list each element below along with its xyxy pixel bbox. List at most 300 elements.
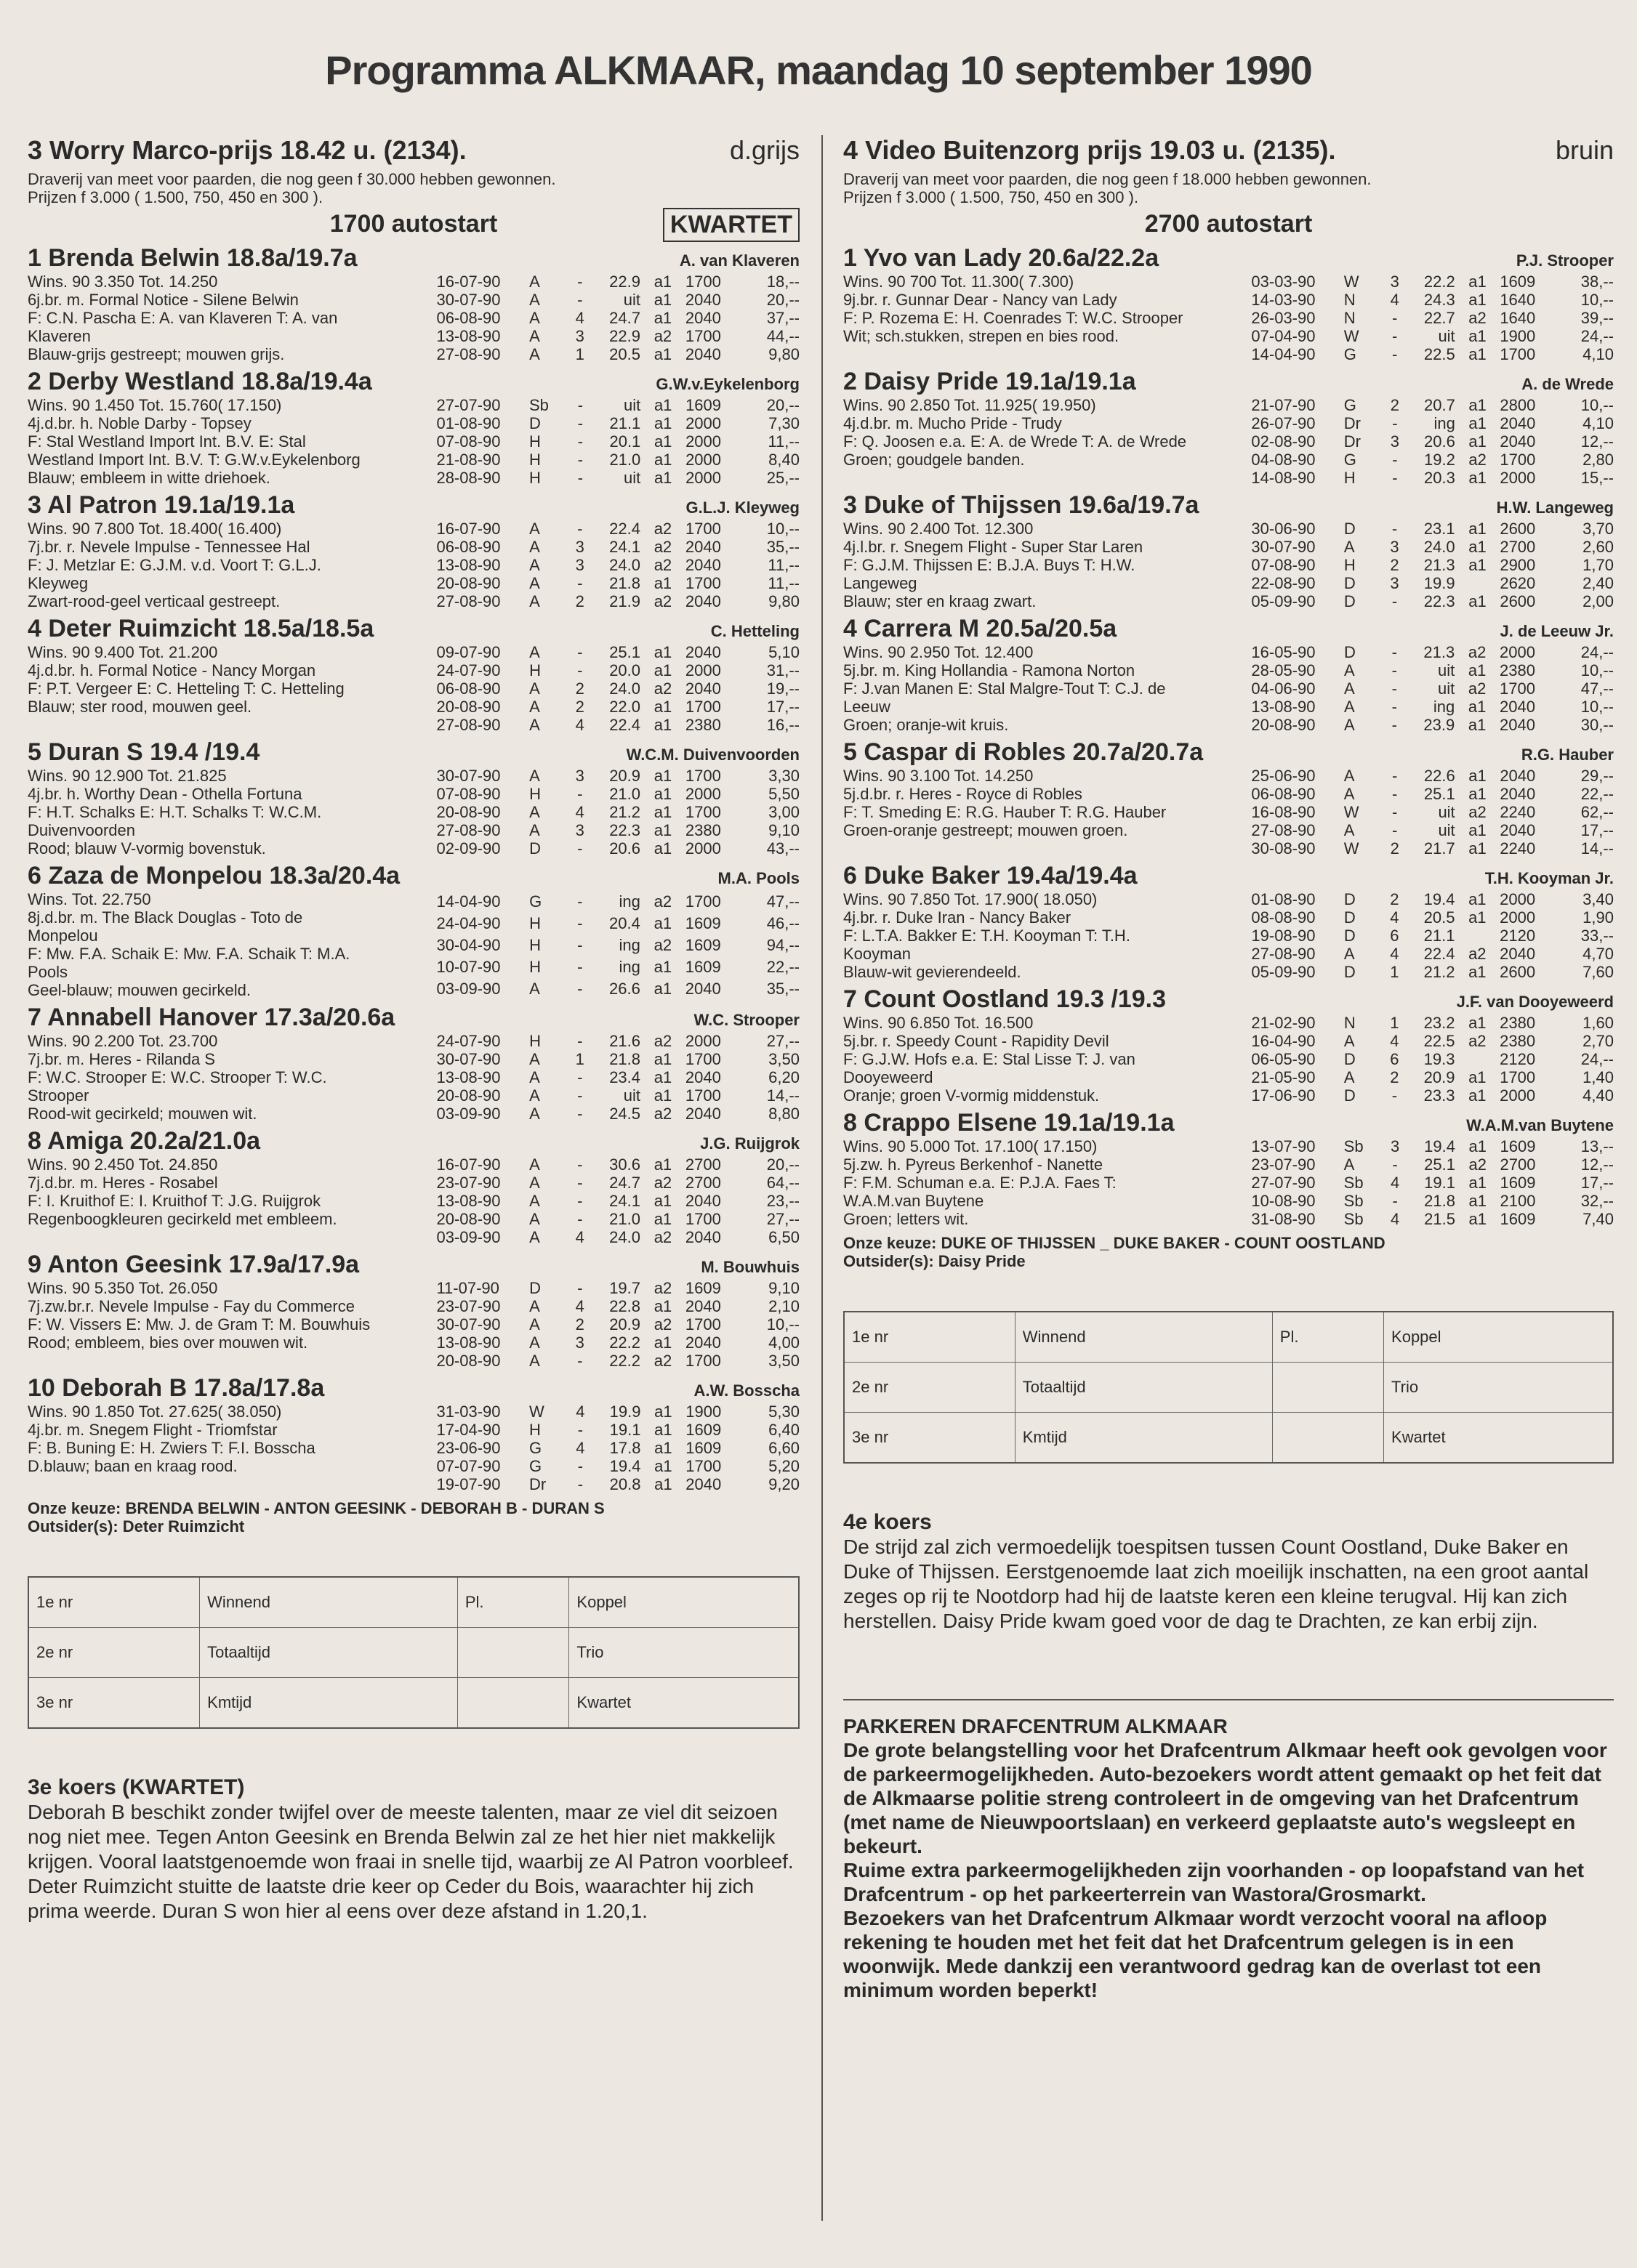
result-track: A	[529, 821, 540, 839]
horse-entry	[843, 368, 1614, 487]
result-class: a1	[1468, 908, 1487, 927]
result-date: 24-07-90	[436, 1032, 501, 1050]
horse-body	[843, 520, 1614, 610]
result-place: -	[577, 1105, 583, 1123]
result-date: 20-08-90	[436, 1352, 501, 1370]
result-odds: 9,20	[768, 1475, 800, 1493]
result-odds: 27,--	[766, 1032, 800, 1050]
result-distance: 1700	[1500, 1068, 1536, 1086]
result-class: a1	[653, 1333, 672, 1352]
results-table	[1251, 767, 1614, 857]
horse-info-line: Wins. 90 1.850 Tot. 27.625( 38.050)	[28, 1403, 282, 1421]
horse-entry	[843, 244, 1614, 363]
result-place: -	[1392, 414, 1398, 432]
result-row	[436, 1352, 800, 1370]
result-place: 2	[1390, 839, 1399, 857]
result-track: D	[1343, 908, 1356, 927]
result-class: a2	[653, 1279, 672, 1297]
result-date: 13-08-90	[436, 1333, 501, 1352]
result-date: 10-07-90	[436, 957, 501, 976]
result-distance: 2700	[1500, 1155, 1536, 1174]
result-time: 17.8	[609, 1439, 641, 1457]
keuze-line: Onze keuze: DUKE OF THIJSSEN _ DUKE BAKER - COUNT OOSTLAND	[843, 1234, 1385, 1252]
result-track: A	[1343, 538, 1355, 556]
result-date: 30-07-90	[1251, 538, 1316, 556]
result-place: 4	[1390, 1174, 1400, 1192]
result-odds: 27,--	[766, 1210, 800, 1228]
result-distance: 2040	[685, 556, 721, 574]
commentary-text: De strijd zal zich vermoedelijk toespitsen tussen Count Oostland, Duke Baker en Duke of Thijssen. Eerstgenoemde laat zich moeilijk inschatten, na een groot aantal zeges op rij te Nootdorp had hij de laatste keren een kleine terugval. Hij kan zich herstellen. Daisy Pride kwam goed voor de dag te Drachten, ze kan erbij zijn.	[843, 1535, 1589, 1632]
horse-trainer: H.W. Langeweg	[1496, 499, 1614, 517]
horse-info	[28, 643, 436, 734]
result-track: Sb	[1343, 1192, 1364, 1210]
result-track: D	[1343, 1086, 1356, 1105]
result-class: a1	[654, 1421, 672, 1439]
result-track: A	[529, 1105, 540, 1123]
result-odds: 47,--	[766, 892, 800, 911]
result-track: A	[1343, 1155, 1355, 1174]
result-class: a2	[653, 556, 672, 574]
result-distance: 2040	[1500, 821, 1536, 839]
result-class: a2	[653, 1228, 672, 1246]
result-place: 3	[1390, 273, 1399, 291]
result-class: a2	[1468, 1155, 1487, 1174]
result-date: 03-03-90	[1251, 273, 1316, 291]
result-date: 30-07-90	[436, 291, 501, 309]
result-track: N	[1343, 291, 1356, 309]
result-class: a1	[1468, 1174, 1487, 1192]
result-distance: 2600	[1500, 592, 1536, 610]
result-track: D	[529, 839, 541, 857]
result-odds: 94,--	[766, 935, 800, 954]
result-distance: 1700	[1500, 345, 1536, 363]
result-time: 24.7	[609, 1174, 640, 1192]
result-odds: 6,50	[768, 1228, 800, 1246]
result-row	[1251, 345, 1614, 363]
result-track: G	[529, 892, 542, 911]
result-date: 04-08-90	[1251, 451, 1316, 469]
result-track: A	[529, 520, 540, 538]
result-row	[436, 1297, 800, 1315]
result-distance: 2000	[685, 432, 722, 451]
horse-header	[843, 985, 1614, 1014]
result-distance: 2000	[1500, 469, 1536, 487]
result-distance: 2700	[685, 1174, 721, 1192]
result-row	[436, 592, 800, 610]
horse-body	[843, 273, 1614, 363]
result-distance: 2040	[685, 1105, 721, 1123]
result-place: -	[577, 839, 583, 857]
result-date: 31-03-90	[436, 1403, 501, 1421]
horse-info	[843, 890, 1251, 981]
horse-trainer: J. de Leeuw Jr.	[1500, 622, 1614, 640]
result-class: a2	[653, 1032, 672, 1050]
horse-trainer: W.C.M. Duivenvoorden	[626, 746, 800, 764]
score-table	[843, 1311, 1614, 1464]
result-odds: 13,--	[1580, 1137, 1614, 1155]
result-distance: 1609	[685, 913, 721, 932]
result-odds: 43,--	[766, 839, 800, 857]
score-cell: Trio	[569, 1628, 799, 1678]
result-class: a1	[653, 643, 672, 661]
right-column	[843, 135, 1614, 2002]
result-row	[436, 1155, 800, 1174]
result-odds: 7,60	[1582, 963, 1614, 981]
race-conditions	[28, 170, 800, 206]
result-class: a1	[654, 1457, 672, 1475]
result-date: 08-08-90	[1251, 908, 1316, 927]
result-place: -	[1391, 592, 1398, 610]
horse-entry	[28, 244, 800, 363]
result-odds: 14,--	[1580, 839, 1614, 857]
result-time: 20.5	[1423, 908, 1455, 927]
result-class: a1	[653, 414, 672, 432]
result-class: a1	[653, 716, 672, 734]
result-distance: 2000	[1500, 1086, 1536, 1105]
result-class: a1	[1468, 520, 1487, 538]
result-place: -	[577, 979, 583, 998]
result-place: 4	[1390, 1210, 1400, 1228]
result-distance: 1609	[685, 1439, 722, 1457]
result-place: -	[577, 451, 584, 469]
result-track: W	[1343, 327, 1359, 345]
result-odds: 24,--	[1580, 1050, 1614, 1068]
result-row	[436, 1421, 800, 1439]
result-distance: 1700	[685, 698, 721, 716]
result-class: a2	[653, 538, 672, 556]
result-track: A	[529, 1352, 540, 1370]
result-track: A	[1343, 945, 1355, 963]
onze-keuze	[28, 1499, 800, 1535]
result-time: 24.1	[609, 1192, 640, 1210]
result-row	[436, 273, 800, 291]
result-class: a1	[1468, 396, 1487, 414]
result-place: 6	[1390, 1050, 1399, 1068]
result-place: -	[577, 661, 583, 679]
score-cell: Kmtijd	[200, 1678, 458, 1729]
result-track: A	[529, 1297, 540, 1315]
result-date: 07-07-90	[436, 1457, 501, 1475]
result-distance: 1609	[1500, 1137, 1536, 1155]
result-row	[1251, 538, 1614, 556]
result-date: 13-08-90	[436, 327, 501, 345]
result-time: 20.5	[609, 345, 640, 363]
result-row	[1251, 679, 1614, 698]
result-time: 22.3	[609, 821, 641, 839]
horse-header	[28, 615, 800, 643]
result-track: A	[529, 1086, 540, 1105]
result-distance: 2040	[685, 643, 721, 661]
result-place: 3	[575, 538, 584, 556]
result-time: 19.9	[609, 1403, 641, 1421]
horse-info	[28, 1403, 436, 1493]
result-row	[1251, 716, 1614, 734]
result-distance: 1700	[685, 574, 721, 592]
result-date: 20-08-90	[436, 1210, 501, 1228]
result-class: a1	[653, 803, 672, 821]
result-class: a2	[653, 1105, 672, 1123]
score-cell: Kwartet	[569, 1678, 799, 1729]
horse-info	[843, 767, 1251, 857]
result-row	[1251, 414, 1614, 432]
result-track: A	[529, 979, 540, 998]
horse-trainer: A. van Klaveren	[679, 251, 800, 270]
horse-name: 6 Zaza de Monpelou 18.3a/20.4a	[28, 862, 401, 889]
result-distance: 2380	[1500, 661, 1535, 679]
score-cell: 2e nr	[844, 1363, 1015, 1413]
result-odds: 20,--	[766, 291, 800, 309]
result-distance: 2800	[1500, 396, 1536, 414]
result-time: ing	[619, 935, 640, 954]
result-row	[436, 1457, 800, 1475]
result-time: ing	[1433, 698, 1455, 716]
result-time: 21.8	[1424, 1192, 1455, 1210]
result-distance: 2040	[1500, 432, 1536, 451]
result-odds: 6,40	[768, 1421, 800, 1439]
horse-name: 7 Annabell Hanover 17.3a/20.6a	[28, 1004, 395, 1031]
result-distance: 1700	[685, 767, 721, 785]
result-date: 11-07-90	[436, 1279, 499, 1297]
horse-entry	[28, 368, 800, 487]
horse-trainer: G.L.J. Kleyweg	[685, 499, 800, 517]
result-distance: 2040	[685, 1297, 721, 1315]
horse-info-line: F: P.T. Vergeer E: C. Hetteling T: C. Hetteling	[28, 679, 345, 698]
result-time: uit	[1437, 679, 1455, 698]
result-class: a1	[653, 469, 672, 487]
result-time: 22.2	[1423, 273, 1455, 291]
horse-info-line: F: C.N. Pascha E: A. van Klaveren T: A. van	[28, 309, 338, 327]
result-track: Dr	[1343, 432, 1361, 451]
horse-header	[28, 1127, 800, 1155]
result-time: 20.9	[1423, 1068, 1455, 1086]
left-column	[28, 135, 800, 1924]
horse-name: 2 Daisy Pride 19.1a/19.1a	[843, 368, 1136, 395]
score-cell: Koppel	[1384, 1312, 1613, 1363]
result-track: H	[528, 432, 541, 451]
result-odds: 31,--	[766, 661, 800, 679]
result-track: A	[529, 556, 540, 574]
result-distance: 2040	[685, 1228, 721, 1246]
parking-paragraph: Bezoekers van het Drafcentrum Alkmaar wordt verzocht vooral na afloop rekening te houden met het feit dat het Drafcentrum gelegen is in een woonwijk. Mede dankzij een verantwoord gedrag kan de overlast tot een minimum worden beperkt!	[843, 1907, 1548, 2001]
race-condition-line: Prijzen f 3.000 ( 1.500, 750, 450 en 300 ).	[843, 188, 1139, 206]
keuze-line: Onze keuze: BRENDA BELWIN - ANTON GEESINK - DEBORAH B - DURAN S	[28, 1499, 605, 1517]
result-place: 2	[1390, 890, 1399, 908]
result-row	[436, 839, 800, 857]
result-class: a1	[653, 432, 672, 451]
result-date: 27-08-90	[1251, 945, 1316, 963]
result-row	[436, 1210, 800, 1228]
result-class	[1455, 1050, 1500, 1068]
result-place: 3	[1390, 574, 1399, 592]
horse-entry	[28, 491, 800, 610]
result-class: a1	[1468, 291, 1487, 309]
result-time: 20.3	[1423, 469, 1455, 487]
result-row	[436, 1228, 800, 1246]
horse-info	[28, 1032, 436, 1123]
horse-info-line: F: Q. Joosen e.a. E: A. de Wrede T: A. de Wrede	[843, 432, 1187, 451]
horse-body	[28, 643, 800, 734]
horse-info-line: Kooyman	[843, 945, 911, 963]
result-track: H	[529, 935, 542, 954]
race-conditions	[843, 170, 1614, 206]
horse-trainer: W.C. Strooper	[693, 1011, 800, 1029]
result-place: -	[577, 1174, 583, 1192]
result-time: 22.7	[1423, 309, 1455, 327]
result-track: A	[529, 1174, 540, 1192]
result-time: 21.3	[1423, 643, 1455, 661]
result-row	[436, 643, 800, 661]
result-time: 23.2	[1423, 1014, 1455, 1032]
result-date: 03-09-90	[436, 1228, 501, 1246]
result-place: 4	[1390, 1032, 1399, 1050]
result-odds: 64,--	[766, 1174, 800, 1192]
horse-header	[843, 862, 1614, 890]
result-time: 26.6	[609, 979, 640, 998]
result-place: -	[1392, 1155, 1398, 1174]
result-row	[1251, 1050, 1614, 1068]
result-odds: 7,30	[768, 414, 800, 432]
result-date: 05-09-90	[1251, 592, 1316, 610]
result-track: A	[1343, 785, 1355, 803]
result-class: a1	[653, 1210, 672, 1228]
result-class	[1455, 927, 1500, 945]
result-odds: 10,--	[766, 1315, 800, 1333]
result-odds: 47,--	[1580, 679, 1614, 698]
result-track: D	[528, 414, 541, 432]
result-place: 2	[575, 698, 584, 716]
result-class: a1	[654, 1475, 672, 1493]
result-date: 13-07-90	[1251, 1137, 1316, 1155]
result-time: uit	[623, 1086, 641, 1105]
result-distance: 1640	[1500, 291, 1536, 309]
result-row	[1251, 821, 1614, 839]
result-track: A	[1343, 698, 1355, 716]
horse-entry	[843, 862, 1614, 981]
score-cell: Koppel	[569, 1577, 799, 1628]
results-table	[436, 520, 800, 610]
result-time: 21.3	[1423, 556, 1455, 574]
result-class: a2	[1468, 945, 1487, 963]
result-odds: 22,--	[766, 957, 800, 976]
horse-body	[28, 1403, 800, 1493]
result-distance: 1700	[1500, 451, 1536, 469]
horse-entry	[28, 1251, 800, 1370]
result-track: G	[1343, 345, 1356, 363]
horse-list	[28, 244, 800, 1493]
result-odds: 17,--	[1580, 821, 1614, 839]
score-cell	[1272, 1363, 1383, 1413]
result-odds: 35,--	[766, 538, 800, 556]
result-date: 17-04-90	[436, 1421, 501, 1439]
result-place: -	[577, 1210, 583, 1228]
result-time: 21.6	[609, 1032, 641, 1050]
result-distance: 2120	[1500, 927, 1536, 945]
result-distance: 1700	[685, 1210, 721, 1228]
result-distance: 1609	[1500, 1174, 1536, 1192]
result-odds: 6,20	[768, 1068, 800, 1086]
result-time: ing	[1433, 414, 1455, 432]
result-time: 23.1	[1423, 520, 1455, 538]
result-distance: 1700	[685, 327, 721, 345]
score-row	[844, 1363, 1613, 1413]
horse-list	[843, 244, 1614, 1228]
horse-info	[843, 1014, 1251, 1105]
horse-info-line: 7j.d.br. m. Heres - Rosabel	[28, 1174, 218, 1192]
result-date: 02-09-90	[436, 839, 501, 857]
result-odds: 29,--	[1580, 767, 1614, 785]
result-date: 23-06-90	[436, 1439, 501, 1457]
horse-info-line: 4j.d.br. h. Formal Notice - Nancy Morgan	[28, 661, 316, 679]
horse-info-line: Monpelou	[28, 927, 98, 945]
parking-text	[843, 1738, 1614, 2002]
horse-info-line: 7j.zw.br.r. Nevele Impulse - Fay du Commerce	[28, 1297, 355, 1315]
result-row	[1251, 661, 1614, 679]
horse-info-line: Wins. 90 9.400 Tot. 21.200	[28, 643, 218, 661]
horse-body	[843, 890, 1614, 981]
result-time: ing	[619, 892, 640, 911]
result-date: 27-08-90	[436, 345, 501, 363]
result-odds: 12,--	[1580, 1155, 1614, 1174]
horse-body	[28, 1155, 800, 1246]
result-distance: 2900	[1500, 556, 1536, 574]
score-cell: Totaaltijd	[1015, 1363, 1272, 1413]
result-distance: 1609	[1500, 1210, 1536, 1228]
horse-header	[28, 1251, 800, 1279]
horse-info	[28, 396, 436, 487]
result-distance: 2040	[685, 1475, 722, 1493]
result-time: 23.9	[1423, 716, 1455, 734]
result-track: A	[529, 291, 540, 309]
result-row	[436, 785, 800, 803]
result-class: a1	[1468, 556, 1487, 574]
result-date: 02-08-90	[1251, 432, 1316, 451]
horse-header	[28, 368, 800, 396]
result-distance: 1609	[685, 1279, 721, 1297]
horse-entry	[843, 615, 1614, 734]
result-distance: 2040	[685, 309, 721, 327]
result-place: -	[1392, 821, 1398, 839]
result-time: 22.5	[1423, 1032, 1455, 1050]
result-odds: 2,10	[768, 1297, 800, 1315]
result-track: A	[1343, 767, 1355, 785]
result-time: 20.9	[609, 767, 641, 785]
result-date: 09-07-90	[436, 643, 501, 661]
onze-keuze	[843, 1234, 1614, 1270]
result-row	[436, 912, 800, 934]
horse-header	[28, 862, 800, 890]
result-class: a1	[1468, 327, 1487, 345]
score-cell	[457, 1678, 569, 1729]
result-class: a1	[653, 309, 672, 327]
result-row	[1251, 945, 1614, 963]
result-place: 1	[1390, 963, 1399, 981]
result-track: A	[1343, 661, 1355, 679]
result-place: -	[1391, 698, 1397, 716]
result-time: 21.0	[609, 451, 641, 469]
horse-header	[843, 244, 1614, 273]
horse-info-line: Wins. 90 2.850 Tot. 11.925( 19.950)	[843, 396, 1096, 414]
result-track: A	[529, 1210, 540, 1228]
result-place: 3	[575, 1333, 584, 1352]
horse-info-line: Rood; embleem, bies over mouwen wit.	[28, 1333, 308, 1352]
result-row	[1251, 698, 1614, 716]
result-distance: 2700	[1500, 538, 1536, 556]
result-class: a2	[1468, 803, 1487, 821]
result-odds: 62,--	[1580, 803, 1614, 821]
result-class: a2	[1468, 451, 1487, 469]
results-table	[1251, 273, 1614, 363]
result-date: 20-08-90	[436, 1086, 501, 1105]
